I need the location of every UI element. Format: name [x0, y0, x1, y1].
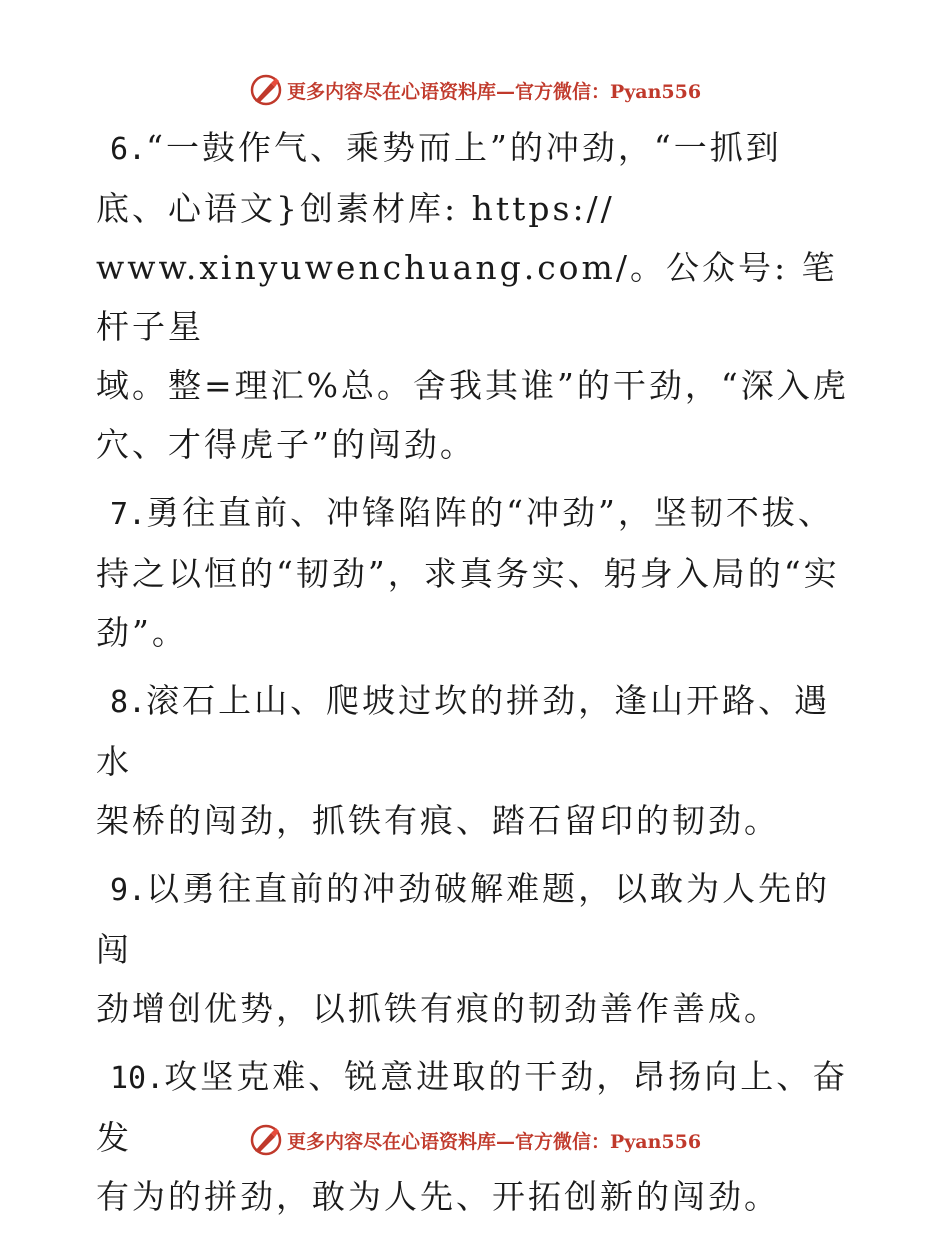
paragraph-8	[96, 671, 856, 850]
paragraph-6	[96, 118, 856, 474]
pen-logo-icon	[249, 73, 283, 107]
paragraph-line: 勇往直前、冲锋陷阵的“冲劲”，坚韧不拔、	[146, 493, 834, 532]
paragraph-number: 7.	[110, 497, 147, 532]
footer-banner-text: 更多内容尽在心语资料库—官方微信：Pyan556	[286, 1130, 702, 1153]
paragraph-number: 10.	[110, 1061, 165, 1096]
paragraph-line: 劲”。	[96, 613, 188, 652]
paragraph-9	[96, 859, 856, 1038]
footer-banner	[0, 1120, 950, 1160]
paragraph-line: 以勇往直前的冲劲破解难题，以敢为人先的闯	[96, 869, 831, 969]
document-body	[96, 118, 856, 1235]
paragraph-line: 穴、才得虎子”的闯劲。	[96, 425, 476, 464]
header-banner-text: 更多内容尽在心语资料库—官方微信：Pyan556	[286, 80, 702, 103]
paragraph-line: 底、心语文}创素材库: https://	[96, 189, 615, 228]
paragraph-number: 6.	[110, 132, 147, 167]
paragraph-line: 有为的拼劲，敢为人先、开拓创新的闯劲。	[96, 1177, 780, 1216]
header-banner	[0, 70, 950, 110]
paragraph-number: 8.	[110, 685, 147, 720]
paragraph-7	[96, 483, 856, 662]
paragraph-line: www.xinyuwenchuang.com/。公众号: 笔杆子星	[96, 248, 838, 346]
paragraph-number: 9.	[110, 873, 147, 908]
paragraph-line: 域。整=理汇%总。舍我其谁”的干劲，“深入虎	[96, 366, 849, 405]
paragraph-line: 架桥的闯劲，抓铁有痕、踏石留印的韧劲。	[96, 801, 780, 840]
paragraph-line: 攻坚克难、锐意进取的干劲，昂扬向上、奋发	[96, 1057, 849, 1157]
paragraph-line: 持之以恒的“韧劲”，求真务实、躬身入局的“实	[96, 554, 840, 593]
pen-logo-icon	[249, 1123, 283, 1157]
paragraph-line: 劲增创优势，以抓铁有痕的韧劲善作善成。	[96, 989, 780, 1028]
paragraph-line: “一鼓作气、乘势而上”的冲劲，“一抓到	[146, 128, 782, 167]
paragraph-line: 滚石上山、爬坡过坎的拼劲，逢山开路、遇水	[96, 681, 831, 781]
